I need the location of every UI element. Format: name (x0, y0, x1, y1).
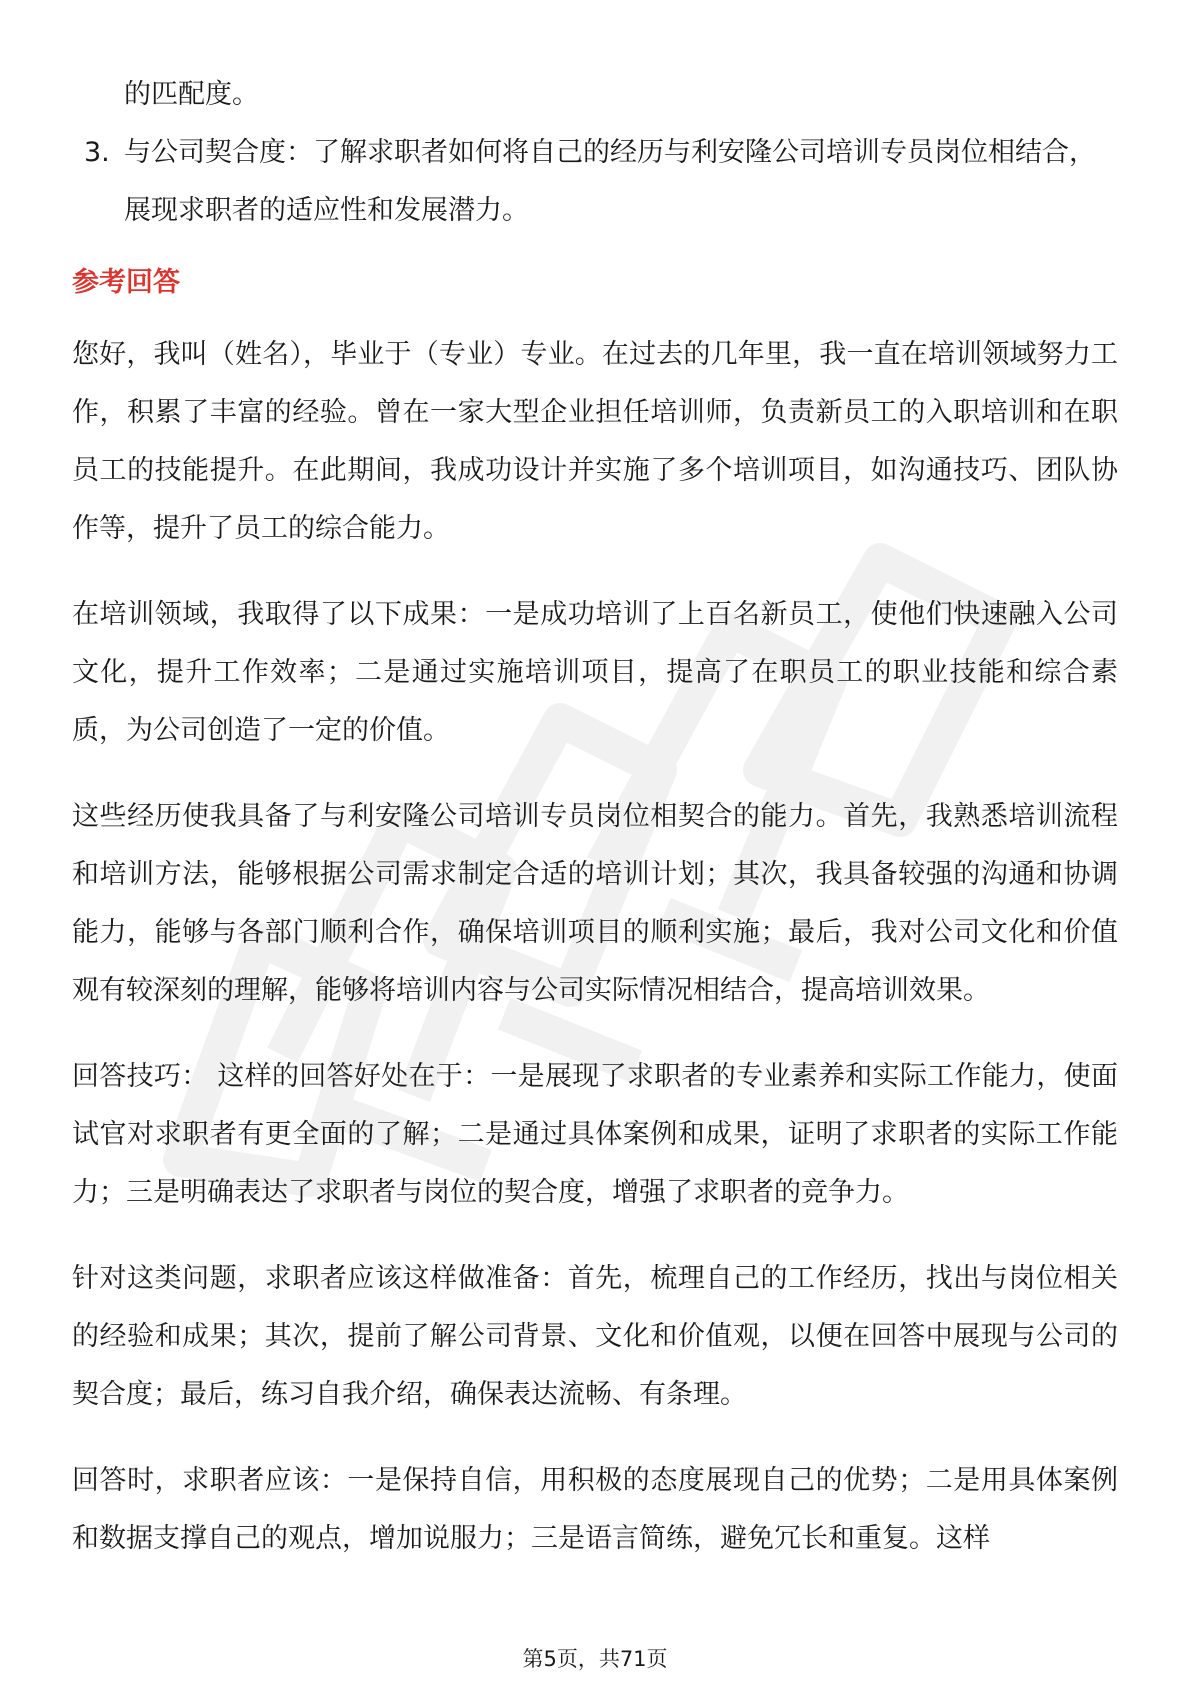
paragraph: 在培训领域，我取得了以下成果：一是成功培训了上百名新员工，使他们快速融入公司文化，提升工作效率；二是通过实施培训项目，提高了在职员工的职业技能和综合素质，为公司创造了一定的价值。 (72, 599, 1118, 746)
list-item-number: 3. (84, 137, 110, 168)
list-item-text: 与公司契合度：了解求职者如何将自己的经历与利安隆公司培训专员岗位相结合，展现求职者的适应性和发展潜力。 (124, 137, 1096, 226)
list-item (72, 124, 1118, 240)
page-number-footer: 第5页，共71页 (522, 1647, 668, 1671)
paragraph: 您好，我叫（姓名），毕业于（专业）专业。在过去的几年里，我一直在培训领域努力工作，积累了丰富的经验。曾在一家大型企业担任培训师，负责新员工的入职培训和在职员工的技能提升。在此期间，我成功设计并实施了多个培训项目，如沟通技巧、团队协作等，提升了员工的综合能力。 (72, 339, 1118, 544)
paragraph: 针对这类问题，求职者应该这样做准备：首先，梳理自己的工作经历，找出与岗位相关的经验和成果；其次，提前了解公司背景、文化和价值观，以便在回答中展现与公司的契合度；最后，练习自我介绍，确保表达流畅、有条理。 (72, 1263, 1118, 1410)
document-body (72, 66, 1118, 1568)
paragraph: 回答技巧： 这样的回答好处在于：一是展现了求职者的专业素养和实际工作能力，使面试官对求职者有更全面的了解；二是通过具体案例和成果，证明了求职者的实际工作能力；三是明确表达了求职者与岗位的契合度，增强了求职者的竞争力。 (72, 1061, 1118, 1208)
paragraph: 回答时，求职者应该：一是保持自信，用积极的态度展现自己的优势；二是用具体案例和数据支撑自己的观点，增加说服力；三是语言简练，避免冗长和重复。这样 (72, 1465, 1118, 1554)
paragraph: 这些经历使我具备了与利安隆公司培训专员岗位相契合的能力。首先，我熟悉培训流程和培训方法，能够根据公司需求制定合适的培训计划；其次，我具备较强的沟通和协调能力，能够与各部门顺利合作，确保培训项目的顺利实施；最后，我对公司文化和价值观有较深刻的理解，能够将培训内容与公司实际情况相结合，提高培训效果。 (72, 801, 1118, 1006)
section-heading: 参考回答 (72, 267, 180, 298)
continuation-text: 的匹配度。 (124, 79, 259, 110)
